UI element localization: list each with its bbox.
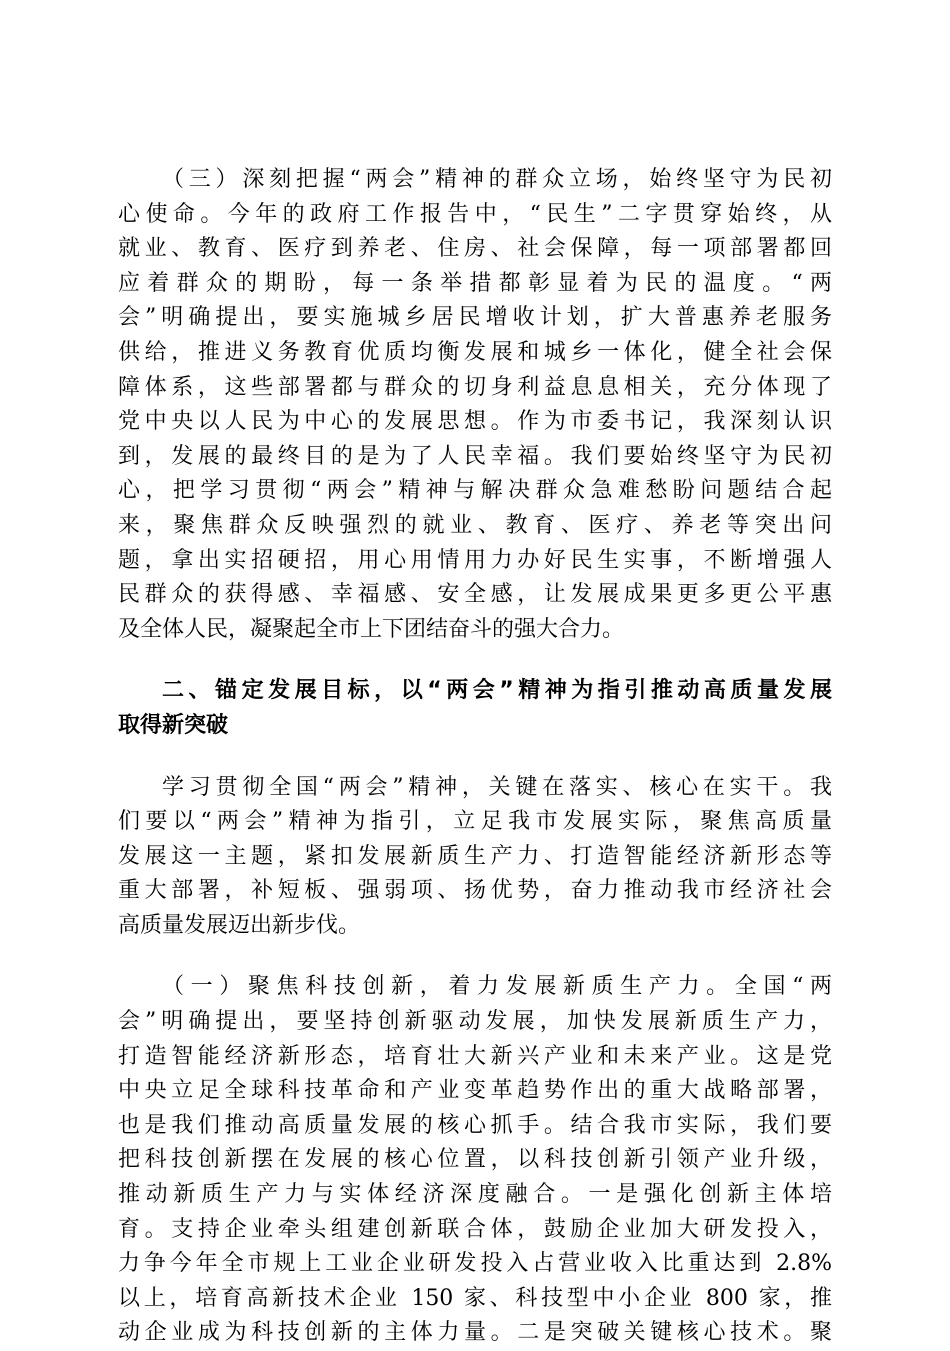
text-line: 中央立足全球科技革命和产业变革趋势作出的重大战略部署， [118,1078,832,1104]
text-line: 发展这一主题，紧扣发展新质生产力、打造智能经济新形态等 [118,843,832,869]
text-line: 高质量发展迈出新步伐。 [118,912,361,938]
heading-line: 取得新突破 [118,712,229,738]
text-line: 学习贯彻全国“两会”精神，关键在落实、核心在实干。我 [162,774,832,800]
text-line: 题，拿出实招硬招，用心用情用力办好民生实事，不断增强人 [118,547,832,573]
heading-line: 二、锚定发展目标，以“两会”精神为指引推动高质量发展 [162,678,832,704]
paragraph-spacer [118,744,832,771]
text-line: 重大部署，补短板、强弱项、扬优势，奋力推动我市经济社会 [118,878,832,904]
text-line: 民群众的获得感、幸福感、安全感，让发展成果更多更公平惠 [118,582,832,608]
paragraph-spacer [118,943,832,970]
text-line: 到，发展的最终目的是为了人民幸福。我们要始终坚守为民初 [118,443,832,469]
text-line: 会”明确提出，要坚持创新驱动发展，加快发展新质生产力， [118,1009,832,1035]
text-line: （三）深刻把握“两会”精神的群众立场，始终坚守为民初 [162,167,832,192]
text-line: 心，把学习贯彻“两会”精神与解决群众急难愁盼问题结合起 [118,478,832,504]
text-line: 力争今年全市规上工业企业研发投入占营业收入比重达到 2.8% [118,1251,832,1277]
text-line: 应着群众的期盼，每一条举措都彰显着为民的温度。“两 [118,270,832,296]
text-line: 打造智能经济新形态，培育壮大新兴产业和未来产业。这是党 [118,1043,832,1069]
text-line: 育。支持企业牵头组建创新联合体，鼓励企业加大研发投入， [118,1216,832,1242]
text-line: 以上，培育高新技术企业 150 家、科技型中小企业 800 家，推 [118,1285,832,1311]
text-line: 来，聚焦群众反映强烈的就业、教育、医疗、养老等突出问 [118,512,832,538]
text-line: （一）聚焦科技创新，着力发展新质生产力。全国“两 [162,974,832,1000]
text-line: 把科技创新摆在发展的核心位置，以科技创新引领产业升级， [118,1147,832,1173]
text-line: 心使命。今年的政府工作报告中，“民生”二字贯穿始终，从 [118,201,832,227]
text-line: 推动新质生产力与实体经济深度融合。一是强化创新主体培 [118,1182,832,1208]
text-line: 党中央以人民为中心的发展思想。作为市委书记，我深刻认识 [118,409,832,435]
section-heading [118,674,832,743]
text-line: 供给，推进义务教育优质均衡发展和城乡一体化，健全社会保 [118,339,832,365]
paragraph-mass-stance [118,163,832,647]
text-line: 会”明确提出，要实施城乡居民增收计划，扩大普惠养老服务 [118,305,832,331]
paragraph-intro [118,771,832,944]
text-line: 及全体人民，凝聚起全市上下团结奋斗的强大合力。 [118,616,625,642]
paragraph-spacer [118,647,832,674]
text-line: 障体系，这些部署都与群众的切身利益息息相关，充分体现了 [118,374,832,400]
text-line: 也是我们推动高质量发展的核心抓手。结合我市实际，我们要 [118,1112,832,1138]
text-line: 就业、教育、医疗到养老、住房、社会保障，每一项部署都回 [118,236,832,262]
paragraph-tech-innovation [118,970,832,1351]
text-line: 们要以“两会”精神为指引，立足我市发展实际，聚焦高质量 [118,809,832,835]
document-body [118,163,832,1351]
text-line: 动企业成为科技创新的主体力量。二是突破关键核心技术。聚 [118,1320,832,1346]
